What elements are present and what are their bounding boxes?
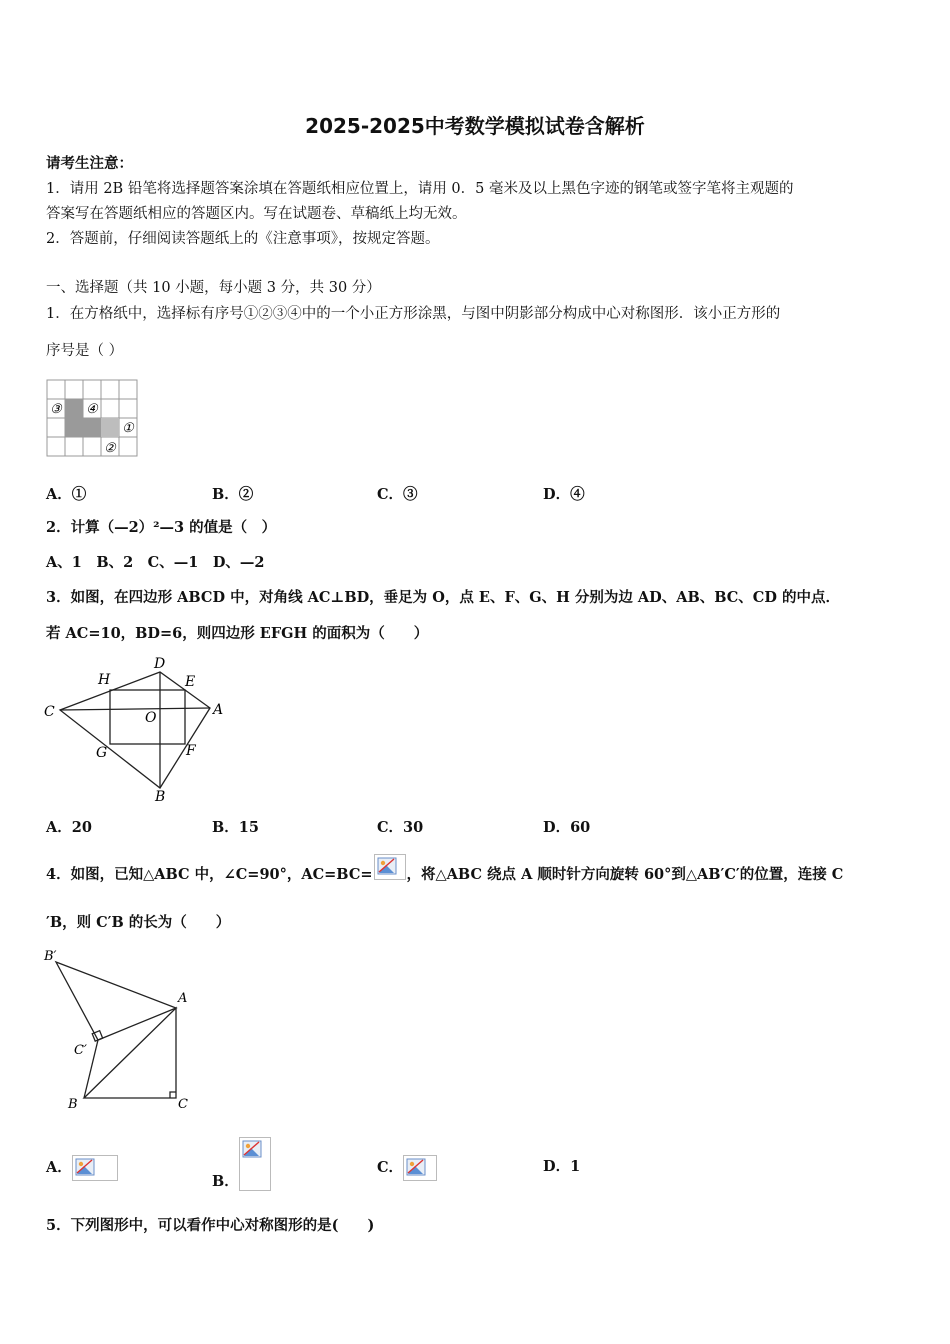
q3-option-d[interactable]: D．60 [543, 819, 591, 836]
q4-stem-part1: 4．如图，已知△ABC 中，∠C=90°，AC=BC= [46, 866, 373, 883]
page-title: 2025-2025中考数学模拟试卷含解析 [305, 114, 645, 138]
q1-option-a[interactable]: A．① [46, 486, 87, 503]
q4-stem-part2: ，将△ABC 绕点 A 顺时针方向旋转 60°到△AB′C′的位置，连接 C [406, 866, 844, 883]
point-g: G [96, 745, 108, 761]
q5-stem: 5．下列图形中，可以看作中心对称图形的是( ) [46, 1217, 375, 1234]
q1-stem-line1: 1．在方格纸中，选择标有序号①②③④中的一个小正方形涂黑，与图中阴影部分构成中心对称图形．该小正方形的 [46, 306, 781, 322]
notice-line-1a: 1．请用 2B 铅笔将选择题答案涂填在答题纸相应位置上，请用 0．5 毫米及以上黑色字迹的钢笔或签字笔将主观题的 [46, 181, 794, 197]
shaded-cell [65, 418, 101, 437]
grid-label-3: ③ [50, 402, 62, 417]
q4-option-d[interactable]: D．1 [543, 1158, 581, 1175]
broken-image-icon [239, 1137, 271, 1191]
q2-options[interactable]: A、1 B、2 C、—1 D、—2 [46, 554, 265, 571]
q2-stem: 2．计算（—2）²—3 的值是（ ） [46, 519, 277, 536]
point-b: B [155, 789, 166, 804]
point-c: C [44, 704, 55, 720]
grid-label-4: ④ [86, 402, 98, 417]
shaded-cell [65, 399, 83, 418]
point-o: O [145, 710, 157, 726]
point-h: H [98, 672, 111, 688]
point-d: D [154, 656, 166, 672]
point-c: C [178, 1097, 188, 1112]
point-e: E [185, 674, 196, 690]
point-f: F [186, 743, 196, 759]
broken-image-icon [72, 1155, 118, 1181]
section-heading: 一、选择题（共 10 小题，每小题 3 分，共 30 分） [46, 280, 381, 296]
notice-heading: 请考生注意： [46, 155, 133, 172]
notice-line-1b: 答案写在答题纸相应的答题区内。写在试题卷、草稿纸上均无效。 [46, 206, 467, 222]
q3-quadrilateral-figure [40, 652, 240, 804]
q3-option-c[interactable]: C．30 [377, 819, 424, 836]
notice-line-2: 2．答题前，仔细阅读答题纸上的《注意事项》，按规定答题。 [46, 231, 440, 247]
q4-rotation-figure [40, 946, 200, 1114]
q3-stem-line1: 3．如图，在四边形 ABCD 中，对角线 AC⊥BD，垂足为 O，点 E、F、G、H 分别为边 AD、AB、BC、CD 的中点． [46, 589, 840, 606]
grid-label-1: ① [122, 421, 134, 436]
grid-label-2: ② [104, 441, 116, 456]
q1-stem-line2: 序号是（ ） [46, 343, 124, 359]
q4-stem-line1 [46, 862, 843, 888]
point-b-prime: B′ [44, 949, 57, 964]
q1-option-c[interactable]: C．③ [377, 486, 418, 503]
point-a: A [178, 991, 188, 1006]
q4-option-c[interactable]: C． [377, 1155, 437, 1181]
q4-option-b[interactable]: B． [212, 1155, 271, 1209]
q3-option-a[interactable]: A．20 [46, 819, 92, 836]
q4-stem-line2: ′B，则 C′B 的长为（ ） [46, 914, 231, 931]
q3-stem-line2: 若 AC=10，BD=6，则四边形 EFGH 的面积为（ ） [46, 625, 429, 642]
shaded-cell [101, 418, 119, 437]
point-c-prime: C′ [74, 1043, 87, 1058]
q4-option-a[interactable]: A． [46, 1155, 118, 1181]
broken-image-icon [374, 854, 406, 880]
broken-image-icon [403, 1155, 437, 1181]
q1-grid-figure [44, 377, 140, 461]
point-b: B [68, 1097, 78, 1112]
q3-option-b[interactable]: B．15 [212, 819, 259, 836]
point-a: A [213, 702, 224, 718]
q1-option-d[interactable]: D．④ [543, 486, 585, 503]
q1-option-b[interactable]: B．② [212, 486, 254, 503]
